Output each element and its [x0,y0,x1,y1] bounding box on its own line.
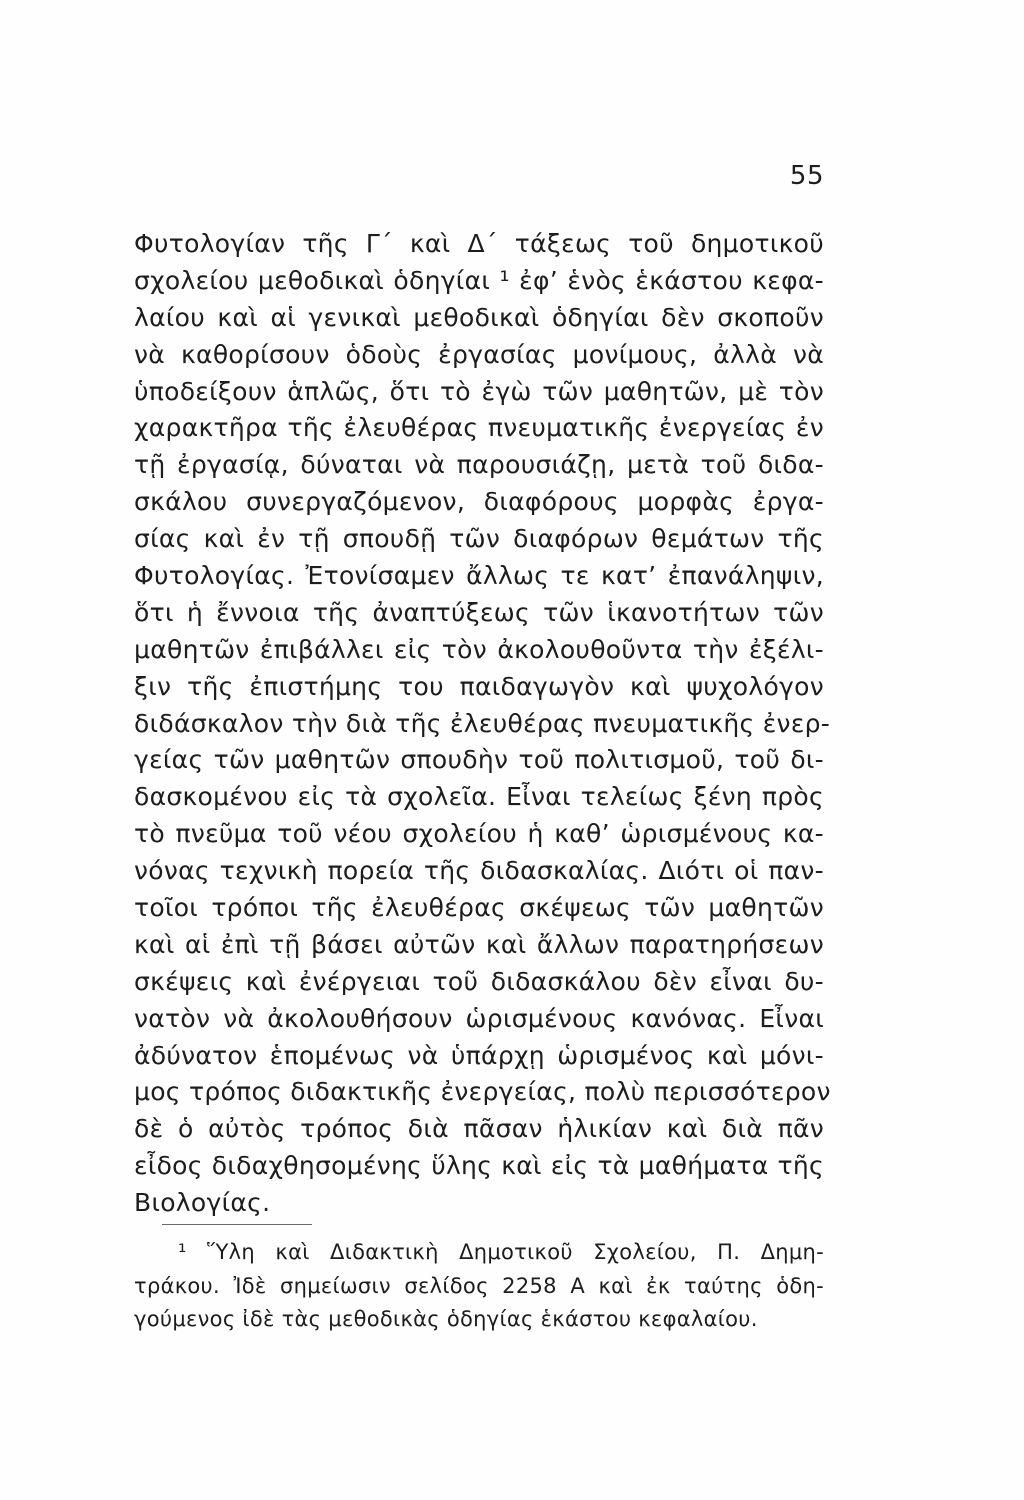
body-line: δὲ ὁ αὐτὸς τρόπος διὰ πᾶσαν ἡλικίαν καὶ διὰ πᾶν [134,1114,824,1144]
body-line: ἀδύνατον ἑπομένως νὰ ὑπάρχῃ ὡρισμένος καὶ μόνι- [134,1040,824,1070]
body-line: σκάλου συνεργαζόμενον, διαφόρους μορφὰς ἐργα- [134,487,824,517]
body-line: σκέψεις καὶ ἐνέργειαι τοῦ διδασκάλου δὲν εἶναι δυ- [134,966,824,996]
body-line: ξιν τῆς ἐπιστήμης του παιδαγωγὸν καὶ ψυχολόγον [134,671,824,701]
body-line: τῇ ἐργασίᾳ, δύναται νὰ παρουσιάζῃ, μετὰ τοῦ διδα- [134,450,824,480]
body-line: εἶδος διδαχθησομένης ὕλης καὶ εἰς τὰ μαθήματα τῆς [134,1151,824,1181]
body-line: τὸ πνεῦμα τοῦ νέου σχολείου ἡ καθ’ ὡρισμένους κα- [134,819,824,849]
footnote-line: ¹ Ὕλη καὶ Διδακτικὴ Δημοτικοῦ Σχολείου, Π. Δημη- [178,1240,824,1264]
footnote-line: τράκου. Ἰδὲ σημείωσιν σελίδος 2258 Α καὶ ἐκ ταύτης ὁδη- [134,1273,824,1298]
body-line: μος τρόπος διδακτικῆς ἐνεργείας, πολὺ περισσότερον [134,1077,831,1107]
footnote [134,1236,824,1337]
body-line: χαρακτῆρα τῆς ἐλευθέρας πνευματικῆς ἐνεργείας ἐν [134,413,824,443]
body-line: μαθητῶν ἐπιβάλλει εἰς τὸν ἀκολουθοῦντα τὴν ἐξέλι- [134,634,824,664]
body-line: νατὸν νὰ ἀκολουθήσουν ὡρισμένους κανόνας. Εἶναι [134,1003,824,1033]
body-line: διδάσκαλον τὴν διὰ τῆς ἐλευθέρας πνευματικῆς ἐνερ- [134,708,831,738]
body-text [134,226,831,1222]
body-line: Φυτολογίαν τῆς Γ΄ καὶ Δ΄ τάξεως τοῦ δημοτικοῦ [134,229,824,258]
body-line: νόνας τεχνικὴ πορεία τῆς διδασκαλίας. Διότι οἱ παν- [134,856,824,886]
body-line: τοῖοι τρόποι τῆς ἐλευθέρας σκέψεως τῶν μαθητῶν [134,893,824,923]
footnote-divider [162,1224,312,1225]
body-line: σίας καὶ ἐν τῇ σπουδῇ τῶν διαφόρων θεμάτων τῆς [134,524,824,554]
body-line: ὑποδείξουν ἁπλῶς, ὅτι τὸ ἐγὼ τῶν μαθητῶν, μὲ τὸν [134,376,824,406]
body-line: σχολείου μεθοδικαὶ ὁδηγίαι ¹ ἐφ’ ἑνὸς ἑκάστου κεφα- [134,265,824,295]
body-line: δασκομένου εἰς τὰ σχολεῖα. Εἶναι τελείως ξένη πρὸς [134,782,824,812]
body-line: λαίου καὶ αἱ γενικαὶ μεθοδικαὶ ὁδηγίαι δὲν σκοποῦν [134,302,824,332]
page-number: 55 [789,161,824,191]
body-line: καὶ αἱ ἐπὶ τῇ βάσει αὐτῶν καὶ ἄλλων παρατηρήσεων [134,929,824,959]
body-line: ὅτι ἡ ἔννοια τῆς ἀναπτύξεως τῶν ἱκανοτήτων τῶν [134,597,824,627]
body-line: Φυτολογίας. Ἐτονίσαμεν ἄλλως τε κατ’ ἐπανάληψιν, [134,561,824,591]
body-line: γείας τῶν μαθητῶν σπουδὴν τοῦ πολιτισμοῦ, τοῦ δι- [134,745,824,775]
body-line: νὰ καθορίσουν ὁδοὺς ἐργασίας μονίμους, ἀλλὰ νὰ [134,339,824,369]
body-line: Βιολογίας. [134,1188,271,1218]
footnote-line: γούμενος ἰδὲ τὰς μεθοδικὰς ὁδηγίας ἑκάστου κεφαλαίου. [134,1307,758,1331]
